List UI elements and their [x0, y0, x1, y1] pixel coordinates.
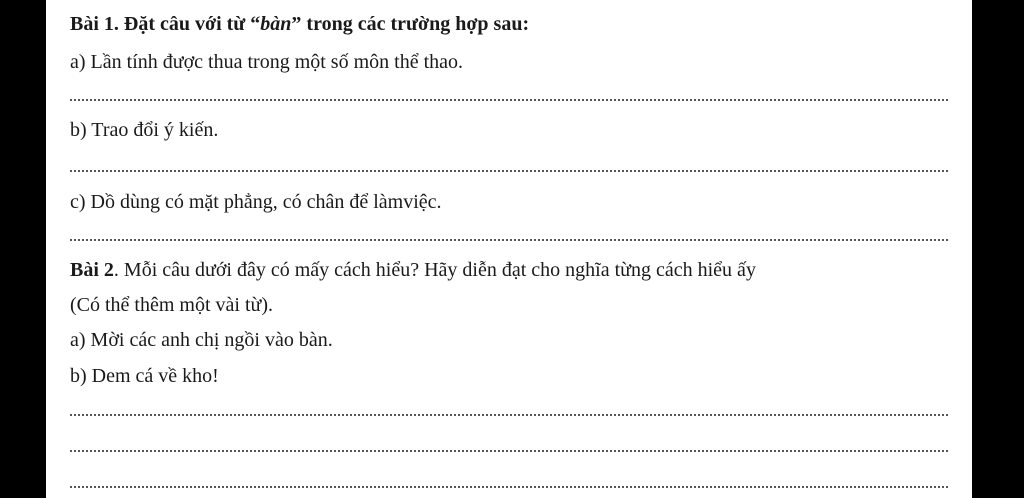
- left-dark-border: [0, 0, 46, 498]
- answer-line-1c[interactable]: [70, 239, 948, 241]
- exercise2-title-text: . Mỗi câu dưới đây có mấy cách hiểu? Hãy diễn đạt cho nghĩa từng cách hiểu ấy: [113, 259, 756, 281]
- answer-line-2b[interactable]: [70, 450, 948, 452]
- right-dark-border: [972, 0, 1024, 498]
- exercise2-item-b: b) Dem cá về kho!: [70, 365, 219, 387]
- exercise2-item-a: a) Mời các anh chị ngồi vào bàn.: [70, 329, 333, 351]
- exercise2-note: (Có thể thêm một vài từ).: [70, 294, 274, 316]
- exercise2-title-label: Bài 2: [70, 259, 114, 281]
- exercise1-title: [70, 12, 529, 36]
- answer-line-1b[interactable]: [70, 170, 948, 172]
- exercise1-title-keyword: bàn: [260, 13, 292, 35]
- answer-line-2a[interactable]: [70, 414, 948, 416]
- exercise1-item-c: c) Dồ dùng có mặt phẳng, có chân để làmviệc.: [70, 191, 442, 213]
- exercise1-item-b: b) Trao đổi ý kiến.: [70, 119, 219, 141]
- answer-line-2c[interactable]: [70, 486, 948, 488]
- exercise1-title-prefix: Bài 1. Đặt câu với từ “: [70, 13, 261, 35]
- worksheet-page: [46, 0, 972, 498]
- answer-line-1a[interactable]: [70, 99, 948, 101]
- exercise2-title: [70, 258, 756, 282]
- exercise1-item-a: a) Lần tính được thua trong một số môn thể thao.: [70, 51, 464, 73]
- exercise1-title-suffix: ” trong các trường hợp sau:: [291, 13, 530, 35]
